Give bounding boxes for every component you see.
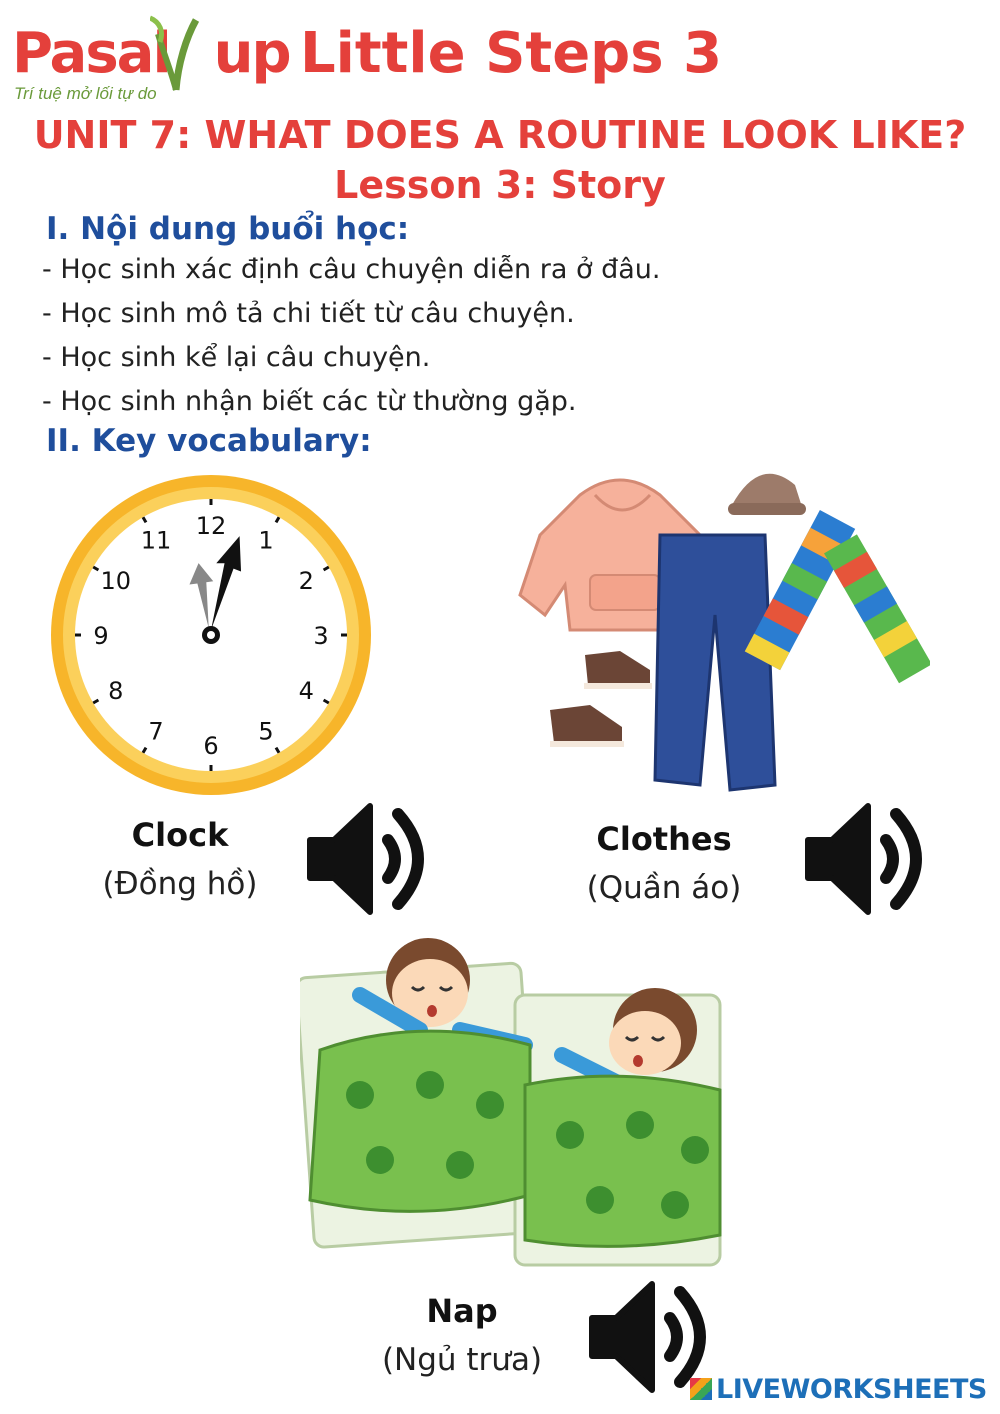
clock-numeral: 10 [100, 567, 132, 595]
content-bullet: - Học sinh kể lại câu chuyện. [42, 342, 431, 373]
lesson-title: Lesson 3: Story [334, 163, 666, 207]
clock-numeral: 6 [203, 732, 219, 760]
section-heading-content: I. Nội dung buổi học: [46, 211, 410, 247]
vocab-translation-nap: (Ngủ trưa) [381, 1342, 543, 1378]
clock-numeral: 12 [195, 512, 227, 540]
logo-tagline: Trí tuệ mở lối tự do [14, 84, 157, 103]
leaf-icon [150, 14, 200, 94]
vocab-word-clock: Clock [131, 816, 229, 854]
logo-word: Pasal [12, 21, 170, 86]
vocab-word-clothes: Clothes [596, 820, 732, 858]
liveworksheets-brand [690, 1374, 987, 1405]
liveworksheets-logo-icon [690, 1378, 712, 1400]
page-title: Little Steps 3 [300, 21, 723, 86]
footer-brand-text: LIVEWORKSHEETS [716, 1374, 987, 1405]
clock-numeral: 2 [298, 567, 314, 595]
speaker-icon-clothes[interactable] [798, 800, 938, 918]
clock-numeral: 1 [258, 526, 274, 555]
sleeping-children-icon [300, 935, 725, 1270]
clock-numeral: 7 [148, 717, 164, 746]
content-bullet: - Học sinh nhận biết các từ thường gặp. [42, 386, 577, 417]
section-heading-vocabulary: II. Key vocabulary: [46, 423, 372, 459]
vocab-word-nap: Nap [426, 1292, 498, 1330]
logo-word-tail: up [213, 21, 290, 86]
vocab-translation-clock: (Đồng hồ) [102, 866, 258, 902]
content-bullet: - Học sinh mô tả chi tiết từ câu chuyện. [42, 298, 575, 329]
clock-numeral: 8 [108, 677, 124, 705]
unit-title: UNIT 7: WHAT DOES A ROUTINE LOOK LIKE? [33, 113, 967, 157]
vocab-translation-clothes: (Quần áo) [586, 870, 742, 906]
clothes-icon [510, 455, 930, 800]
clock-numeral: 3 [313, 622, 329, 650]
clock-numeral: 11 [140, 526, 172, 555]
speaker-icon-clock[interactable] [300, 800, 440, 918]
clock-numeral: 4 [298, 677, 314, 705]
clock-numeral: 9 [93, 622, 109, 650]
content-bullet: - Học sinh xác định câu chuyện diễn ra ở đâu. [42, 254, 661, 285]
clock-icon [46, 470, 376, 800]
clock-numeral: 5 [258, 717, 274, 746]
